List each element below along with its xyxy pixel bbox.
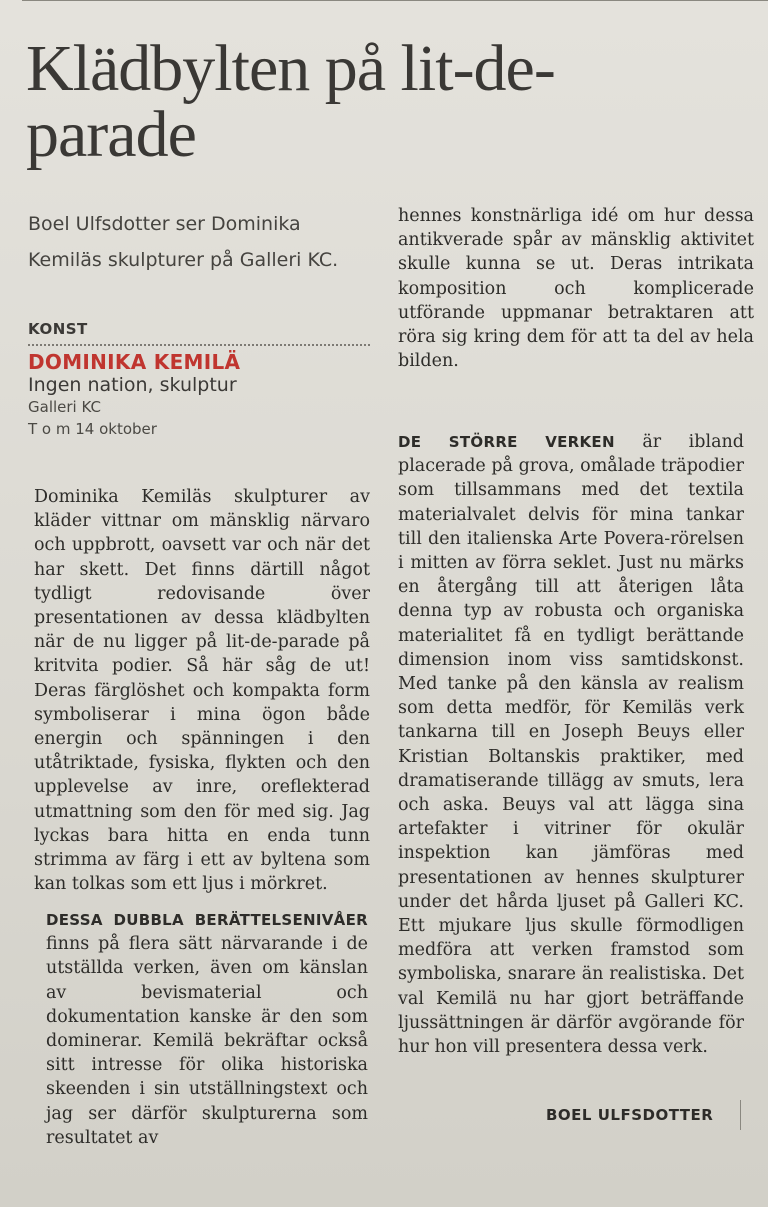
subheading-1: DESSA DUBBLA BERÄTTELSENIVÅER — [46, 911, 368, 929]
byline: BOEL ULFSDOTTER — [546, 1106, 714, 1124]
subheading-2: DE STÖRRE VERKEN — [398, 433, 615, 451]
exhibition-dates: T o m 14 oktober — [28, 420, 157, 438]
headline: Klädbylten på lit-de-parade — [26, 32, 555, 171]
top-rule — [22, 0, 768, 1]
artist-name: DOMINIKA KEMILÄ — [28, 350, 241, 374]
body-paragraph-1: Dominika Kemiläs skulpturer av kläder vittnar om mänsklig närvaro och uppbrott, oavsett var och när det har skett. Det finns därtill något tydligt redovisande över presentationen av dessa klädbylten när de nu ligger på lit-de-parade på kritvita podier. Så här såg de ut! Deras färglöshet och kompakta form symboliserar i mina ögon både energin och spänningen i den utåtriktade, fysiska, flykten och den upplevelse av inre, oreflekterad utmattning som den för med sig. Jag lyckas bara hitta en enda tunn strimma av färg i ett av byltena som kan tolkas som ett ljus i mörkret. — [34, 487, 370, 895]
section-label: KONST — [28, 320, 370, 346]
body-paragraph-4 — [398, 430, 744, 1059]
venue: Galleri KC — [28, 398, 101, 416]
body-text-4: är ibland placerade på grova, omålade träpodier som tillsammans med det textila materialvalet delvis för mina tankar till den italienska Arte Povera-rörelsen i mitten av förra seklet. Just nu märks en återgång till att återigen låta denna typ av robusta och organiska materialitet få en tydligt berättande dimension inom viss samtidskonst. Med tanke på den känsla av realism som detta medför, för Kemiläs verk tankarna till en Joseph Beuys eller Kristian Boltanskis praktiker, med dramatiserande tillägg av smuts, lera och aska. Beuys val att lägga sina artefakter i vitriner för okulär inspektion kan jämföras med presentationen av hennes skulpturer under det hårda ljuset på Galleri KC. Ett mjukare ljus skulle förmodligen medföra att verken framstod som symboliska, snarare än realistiska. Det val Kemilä nu har gjort beträffande ljussättningen är därför avgörande för hur hon vill presentera dessa verk. — [398, 432, 744, 1058]
fact-box — [28, 320, 370, 440]
body-text-2: finns på flera sätt närvarande i de utställda verken, även om känslan av bevismaterial och dokumentation kanske är den som dominerar. Kemilä bekräftar också sitt intresse för olika historiska skeenden i sin utställningstext och jag ser därför skulpturerna som resultatet av — [46, 934, 368, 1148]
exhibition-title: Ingen nation, skulptur — [28, 374, 237, 396]
column-rule — [740, 1100, 741, 1130]
ingress: Boel Ulfsdotter ser Dominika Kemiläs skulpturer på Galleri KC. — [28, 213, 339, 271]
body-paragraph-3: hennes konstnärliga idé om hur dessa antikverade spår av mänsklig aktivitet skulle kunna se ut. Deras intrikata komposition och komplicerade utförande uppmanar betraktaren att röra sig kring dem för att ta del av hela bilden. — [398, 206, 754, 372]
body-paragraph-2 — [46, 908, 368, 1150]
